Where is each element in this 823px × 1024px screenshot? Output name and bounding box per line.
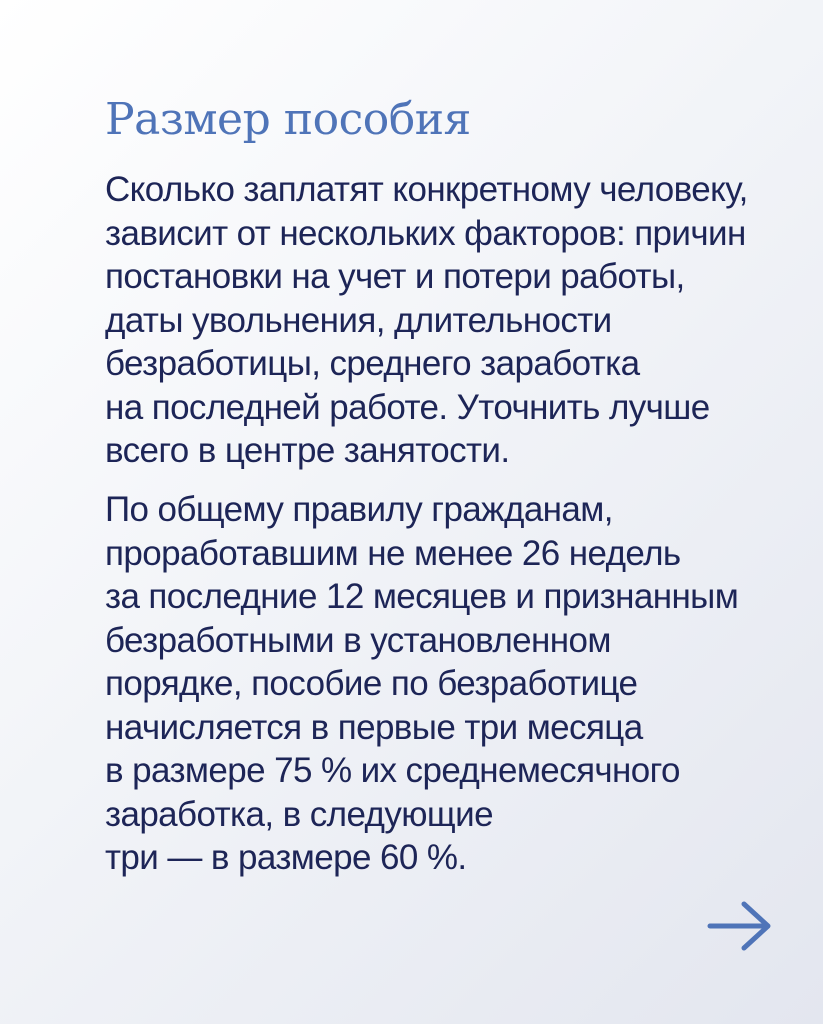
paragraph-factors: Сколько заплатят конкретному человеку, зависит от нескольких факторов: причин постановки на учет и потери работы, даты увольнения, длительности безработицы, среднего заработка на последней работе. Уточнить лучше всего в центре занятости.: [105, 170, 748, 470]
paragraph-general-rule: По общему правилу гражданам, проработавшим не менее 26 недель за последние 12 месяцев и признанным безработными в установленном порядке, пособие по безработице начисляется в первые три месяца в размере 75 % их среднемесячного заработка, в следующие три — в размере 60 %.: [105, 490, 739, 877]
page-title: Размер пособия: [105, 94, 471, 145]
arrow-right-icon: [706, 896, 776, 956]
next-slide-button[interactable]: [706, 896, 776, 956]
